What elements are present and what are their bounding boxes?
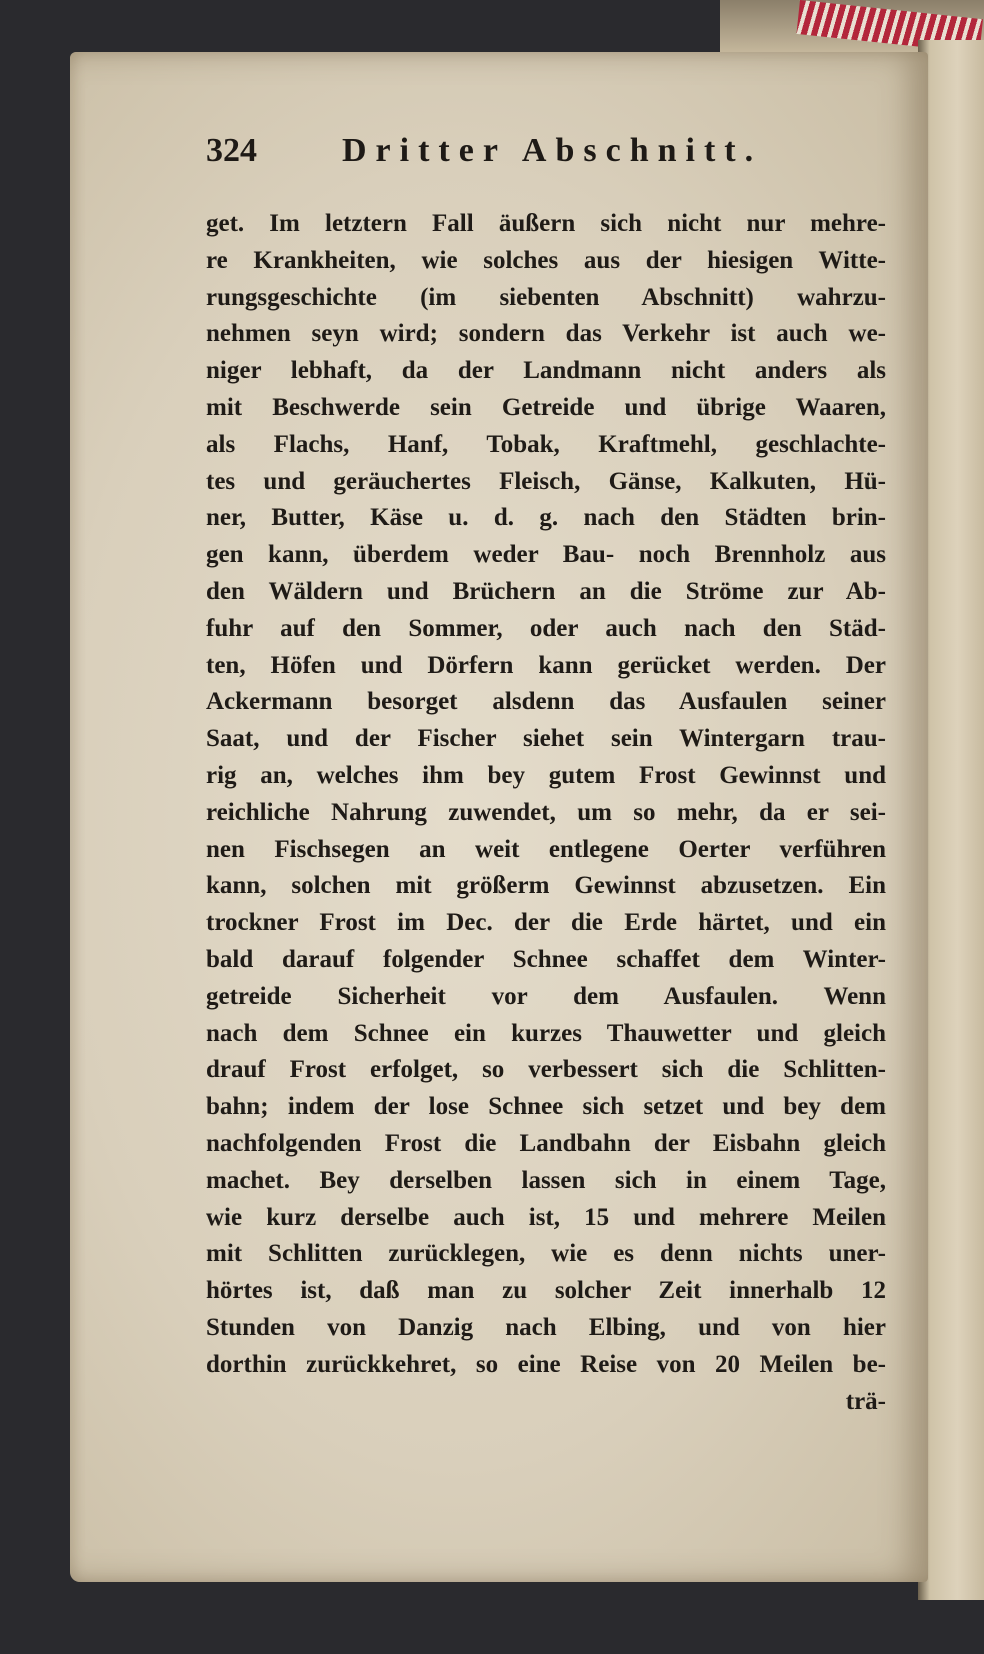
text-line: den Wäldern und Brüchern an die Ströme zur Ab-: [206, 577, 886, 605]
text-line: wie kurz derselbe auch ist, 15 und mehrere Meilen: [206, 1203, 886, 1231]
text-line: mit Schlitten zurücklegen, wie es denn nichts uner-: [206, 1240, 886, 1268]
text-line: als Flachs, Hanf, Tobak, Kraftmehl, geschlachte-: [206, 430, 886, 458]
catchword: trä-: [845, 1387, 886, 1415]
text-line: machet. Bey derselben lassen sich in einem Tage,: [206, 1166, 886, 1194]
text-line: rig an, welches ihm bey gutem Frost Gewinnst und: [206, 761, 886, 789]
text-line: niger lebhaft, da der Landmann nicht anders als: [206, 357, 886, 385]
running-title: Dritter Abschnitt.: [342, 132, 763, 169]
text-line: bald darauf folgender Schnee schaffet dem Winter-: [206, 945, 886, 973]
text-line: re Krankheiten, wie solches aus der hiesigen Witte-: [206, 246, 886, 274]
text-line: bahn; indem der lose Schnee sich setzet und bey dem: [206, 1093, 886, 1121]
text-line: ten, Höfen und Dörfern kann gerücket werden. Der: [206, 651, 886, 679]
page-header: [206, 132, 766, 182]
text-line: getreide Sicherheit vor dem Ausfaulen. Wenn: [206, 982, 886, 1010]
text-line: drauf Frost erfolget, so verbessert sich die Schlitten-: [206, 1056, 886, 1084]
text-line: tes und geräuchertes Fleisch, Gänse, Kalkuten, Hü-: [206, 467, 886, 495]
text-line: nach dem Schnee ein kurzes Thauwetter und gleich: [206, 1019, 886, 1047]
text-line: Saat, und der Fischer siehet sein Wintergarn trau-: [206, 725, 886, 753]
text-line: rungsgeschichte (im siebenten Abschnitt) wahrzu-: [206, 283, 886, 311]
text-line: reichliche Nahrung zuwendet, um so mehr, da er sei-: [206, 798, 886, 826]
text-line: dorthin zurückkehret, so eine Reise von 20 Meilen be-: [206, 1350, 886, 1378]
text-line: get. Im letztern Fall äußern sich nicht nur mehre-: [206, 210, 886, 237]
text-line: ner, Butter, Käse u. d. g. nach den Städten brin-: [206, 504, 886, 532]
page-body-text: [206, 206, 886, 1420]
text-line: Ackermann besorget alsdenn das Ausfaulen seiner: [206, 688, 886, 716]
text-line: kann, solchen mit größerm Gewinnst abzusetzen. Ein: [206, 872, 886, 900]
text-line: nen Fischsegen an weit entlegene Oerter verführen: [206, 835, 886, 863]
page-number: 324: [206, 132, 257, 169]
text-line: hörtes ist, daß man zu solcher Zeit innerhalb 12: [206, 1277, 886, 1305]
text-line: trockner Frost im Dec. der die Erde härtet, und ein: [206, 909, 886, 937]
text-line: gen kann, überdem weder Bau- noch Brennholz aus: [206, 541, 886, 569]
text-line: nachfolgenden Frost die Landbahn der Eisbahn gleich: [206, 1129, 886, 1157]
text-line: fuhr auf den Sommer, oder auch nach den Städ-: [206, 614, 886, 642]
text-line: mit Beschwerde sein Getreide und übrige Waaren,: [206, 393, 886, 421]
text-line: nehmen seyn wird; sondern das Verkehr ist auch we-: [206, 320, 886, 348]
text-line: Stunden von Danzig nach Elbing, und von hier: [206, 1313, 886, 1341]
